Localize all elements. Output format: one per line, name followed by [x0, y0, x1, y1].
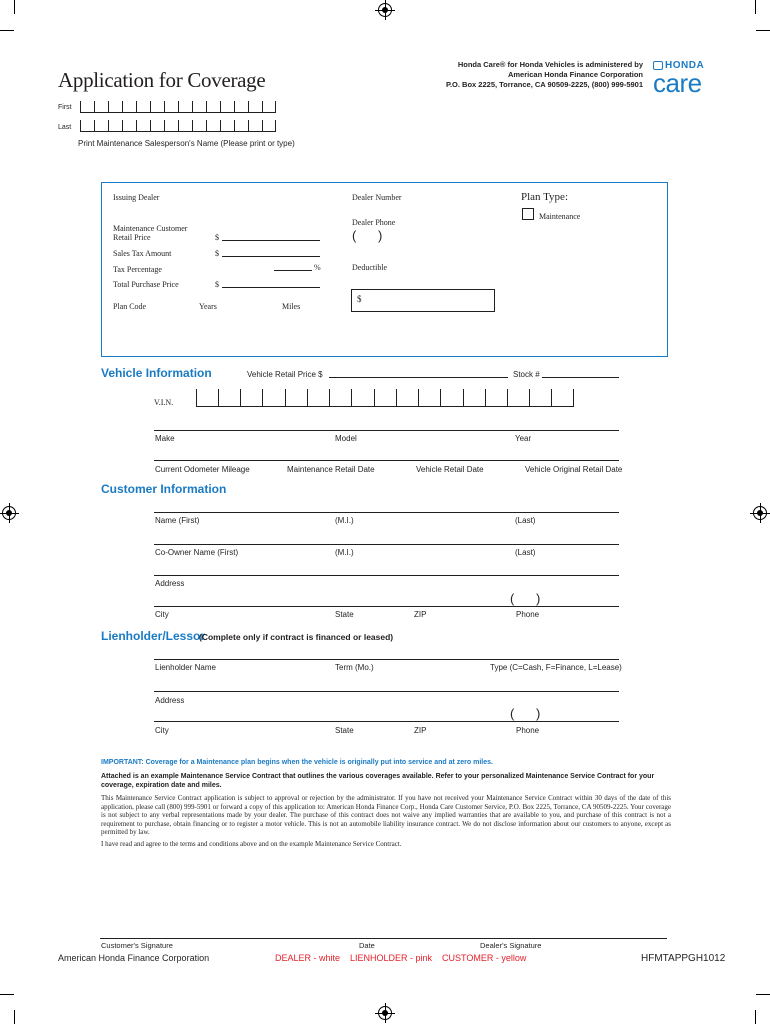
- vin-boxes[interactable]: [196, 389, 574, 407]
- agreement-text: I have read and agree to the terms and conditions above and on the example Maintenance Service Contract.: [101, 840, 402, 848]
- lienholder-name-label: Lienholder Name: [155, 663, 216, 672]
- date-label: Date: [359, 941, 375, 950]
- customer-signature-label: Customer's Signature: [101, 941, 173, 950]
- last-name-label: Last: [58, 124, 72, 131]
- customer-section-title: Customer Information: [101, 482, 227, 496]
- crop-mark: [14, 1010, 15, 1024]
- dealer-phone-field[interactable]: ( ): [352, 228, 383, 243]
- form-code: HFMTAPPGH1012: [641, 953, 726, 964]
- plan-code-label: Plan Code: [113, 302, 147, 311]
- type-label: Type (C=Cash, F=Finance, L=Lease): [490, 663, 622, 672]
- issuing-dealer-label: Issuing Dealer: [113, 193, 160, 202]
- attached-notice: Attached is an example Maintenance Service Contract that outlines the various coverages available. Refer to your personalized Maintenance Service Contract for your coverage, expiration date and miles.: [101, 773, 655, 789]
- first-name-label: First: [58, 104, 72, 111]
- total-purchase-label: Total Purchase Price: [113, 280, 179, 289]
- stock-line[interactable]: [542, 377, 619, 378]
- maintenance-label: Maintenance: [539, 212, 581, 221]
- lienholder-subtitle: (Complete only if contract is financed or leased): [199, 632, 394, 642]
- percent-sign: %: [314, 263, 321, 272]
- lienholder-phone-field[interactable]: ( ): [510, 706, 541, 721]
- maintenance-customer-label: Maintenance Customer: [113, 224, 188, 233]
- years-label: Years: [199, 302, 217, 311]
- registration-mark-right: [753, 506, 767, 520]
- lienholder-phone-label: Phone: [516, 726, 540, 735]
- retail-price-line[interactable]: [222, 240, 320, 241]
- salesperson-last-name-boxes[interactable]: [80, 120, 276, 132]
- lienholder-section-title: Lienholder/Lessor: [101, 629, 206, 643]
- retail-price-dollar: $: [215, 233, 219, 242]
- company-name: American Honda Finance Corporation: [58, 953, 210, 963]
- tax-percentage-label: Tax Percentage: [113, 265, 162, 274]
- dealer-number-label: Dealer Number: [352, 193, 402, 202]
- customer-name-line[interactable]: [154, 512, 619, 513]
- make-label: Make: [155, 434, 175, 443]
- copy-distribution: DEALER - white LIENHOLDER - pink CUSTOMER - yellow: [275, 953, 527, 963]
- coowner-label: Co-Owner Name (First): [155, 548, 239, 557]
- deductible-input[interactable]: [351, 289, 495, 312]
- stock-label: Stock #: [513, 370, 540, 379]
- state-label: State: [335, 610, 354, 619]
- name-first-label: Name (First): [155, 516, 200, 525]
- year-label: Year: [515, 434, 532, 443]
- vehicle-section-title: Vehicle Information: [101, 366, 212, 380]
- customer-phone-field[interactable]: ( ): [510, 591, 541, 606]
- name-last-label: (Last): [515, 516, 536, 525]
- deductible-label: Deductible: [352, 263, 388, 272]
- retail-price-label: Retail Price: [113, 233, 151, 242]
- dealer-phone-label: Dealer Phone: [352, 218, 396, 227]
- registration-mark-top: [378, 3, 392, 17]
- crop-mark: [755, 1010, 756, 1024]
- phone-label: Phone: [516, 610, 540, 619]
- make-model-year-line[interactable]: [154, 430, 619, 431]
- lienholder-address-label: Address: [155, 696, 185, 705]
- city-label: City: [155, 610, 169, 619]
- zip-label: ZIP: [414, 610, 427, 619]
- total-purchase-dollar: $: [215, 280, 219, 289]
- coowner-mi-label: (M.I.): [335, 548, 354, 557]
- sales-tax-line[interactable]: [222, 256, 320, 257]
- maintenance-checkbox[interactable]: [522, 208, 534, 220]
- lienholder-zip-label: ZIP: [414, 726, 427, 735]
- odometer-label: Current Odometer Mileage: [155, 465, 250, 474]
- vehicle-retail-price-line[interactable]: [329, 377, 508, 378]
- crop-mark: [0, 994, 14, 995]
- lienholder-state-label: State: [335, 726, 354, 735]
- lienholder-name-line[interactable]: [154, 659, 619, 660]
- name-mi-label: (M.I.): [335, 516, 354, 525]
- registration-mark-bottom: [378, 1006, 392, 1020]
- crop-mark: [756, 994, 770, 995]
- coowner-line[interactable]: [154, 544, 619, 545]
- maintenance-retail-date-label: Maintenance Retail Date: [287, 465, 375, 474]
- crop-mark: [756, 30, 770, 31]
- crop-mark: [755, 0, 756, 14]
- model-label: Model: [335, 434, 357, 443]
- lienholder-city-label: City: [155, 726, 169, 735]
- coowner-last-label: (Last): [515, 548, 536, 557]
- sales-tax-label: Sales Tax Amount: [113, 249, 172, 258]
- city-line[interactable]: [154, 606, 619, 607]
- signature-line[interactable]: [100, 938, 667, 939]
- logo-honda-text: HONDA: [665, 60, 705, 71]
- honda-care-logo: [653, 60, 715, 100]
- deductible-dollar: $: [357, 294, 362, 304]
- crop-mark: [0, 30, 14, 31]
- salesperson-caption: Print Maintenance Salesperson's Name (Please print or type): [78, 139, 295, 148]
- vehicle-retail-price-label: Vehicle Retail Price $: [247, 370, 323, 379]
- logo-care-text: care: [653, 68, 702, 98]
- term-label: Term (Mo.): [335, 663, 374, 672]
- dates-line[interactable]: [154, 460, 619, 461]
- salesperson-first-name-boxes[interactable]: [80, 101, 276, 113]
- tax-percentage-line[interactable]: [274, 270, 312, 271]
- lienholder-city-line[interactable]: [154, 721, 619, 722]
- terms-body: This Maintenance Service Contract application is subject to approval or rejection by the administrator. If you have not received your Maintenance Service Contract within 30 days of the date of this application, please call (800) 999-5901 or forward a copy of this application to: American Honda Finance Corp., Honda Care Customer Service, P.O. Box 2225, Torrance, CA 90509-2225. Your coverage is not subject to any verbal representations made by your dealer. The purchase of this contract does not waive any implied warranties that are available to you, and purchase of this contract is not a requirement to purchase, obtain financing or to register a motor vehicle. This is not an automobile liability insurance contract. We do not disclose information about our customers to anyone, except as permitted by law.: [101, 794, 671, 837]
- total-purchase-line[interactable]: [222, 287, 320, 288]
- sales-tax-dollar: $: [215, 249, 219, 258]
- address-label: Address: [155, 579, 185, 588]
- address-line[interactable]: [154, 575, 619, 576]
- vin-label: V.I.N.: [154, 398, 174, 407]
- important-notice: IMPORTANT: Coverage for a Maintenance plan begins when the vehicle is originally put into service and at zero miles.: [101, 759, 493, 766]
- plan-type-title: Plan Type:: [521, 191, 568, 203]
- registration-mark-left: [2, 506, 16, 520]
- dealer-signature-label: Dealer's Signature: [480, 941, 542, 950]
- lienholder-address-line[interactable]: [154, 691, 619, 692]
- administrator-info: Honda Care® for Honda Vehicles is administered by American Honda Finance Corporation P.O. Box 2225, Torrance, CA 90509-2225, (800) 999-5901: [445, 60, 643, 89]
- original-retail-date-label: Vehicle Original Retail Date: [525, 465, 623, 474]
- miles-label: Miles: [282, 302, 301, 311]
- vehicle-retail-date-label: Vehicle Retail Date: [416, 465, 484, 474]
- crop-mark: [14, 0, 15, 14]
- page-title: Application for Coverage: [58, 68, 266, 92]
